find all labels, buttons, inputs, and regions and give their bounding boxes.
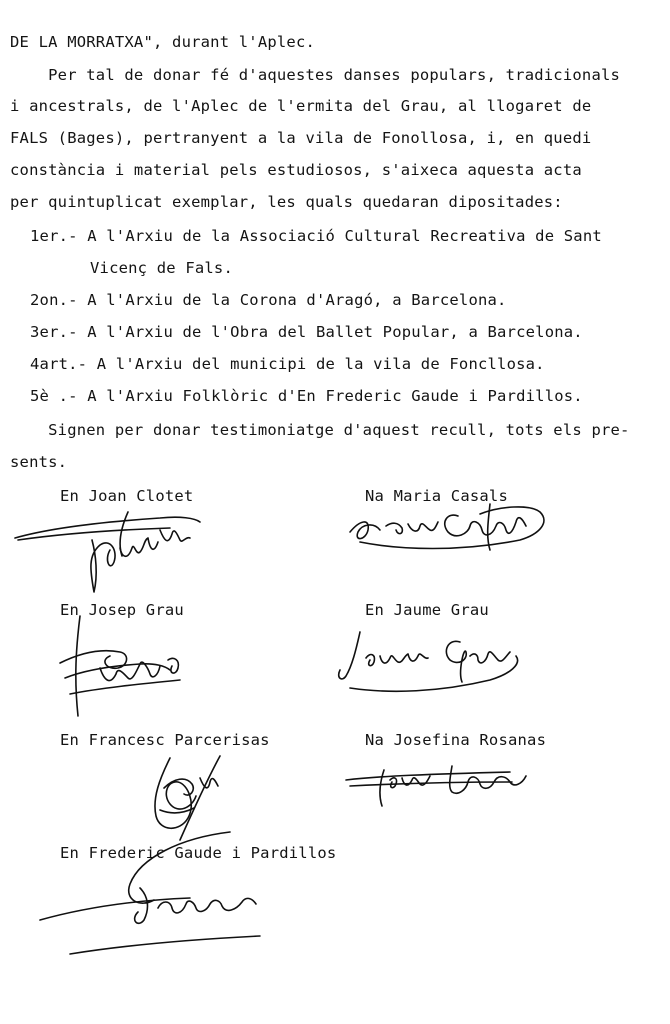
signatory-name: En Frederic Gaude i Pardillos [60, 844, 337, 862]
text-line: Per tal de donar fé d'aquestes danses populars, tradicionals [10, 66, 621, 84]
closing-line: sents. [10, 453, 68, 471]
signature-jaume-grau [330, 622, 530, 712]
deposit-list-item: 4art.- A l'Arxiu del municipi de la vila de Foncllosa. [30, 355, 545, 373]
signatory-name: En Josep Grau [60, 601, 184, 619]
text-line: DE LA MORRATXA", durant l'Aplec. [10, 33, 316, 51]
signatory-name: En Jaume Grau [365, 601, 489, 619]
closing-line: Signen per donar testimoniatge d'aquest recull, tots els pre- [10, 421, 630, 439]
signature-joan-clotet [10, 500, 220, 595]
signatory-name: En Joan Clotet [60, 487, 194, 505]
deposit-list-item: 5è .- A l'Arxiu Folklòric d'En Frederic Gaude i Pardillos. [30, 387, 583, 405]
signature-josep-grau [40, 608, 210, 723]
text-line: constància i material pels estudiosos, s'aixeca aquesta acta [10, 161, 582, 179]
deposit-list-item: 3er.- A l'Arxiu de l'Obra del Ballet Popular, a Barcelona. [30, 323, 583, 341]
deposit-list-item: 1er.- A l'Arxiu de la Associació Cultural Recreativa de Sant [30, 227, 602, 245]
signature-maria-casals [340, 492, 560, 562]
signatory-name: Na Josefina Rosanas [365, 731, 547, 749]
deposit-list-item: 2on.- A l'Arxiu de la Corona d'Aragó, a Barcelona. [30, 291, 507, 309]
text-line: per quintuplicat exemplar, les quals quedaran dipositades: [10, 193, 563, 211]
signatory-name: Na Maria Casals [365, 487, 508, 505]
signature-josefina-rosanas [340, 752, 530, 812]
deposit-list-item-continuation: Vicenç de Fals. [90, 259, 233, 277]
text-line: FALS (Bages), pertranyent a la vila de Fonollosa, i, en quedi [10, 129, 592, 147]
text-line: i ancestrals, de l'Aplec de l'ermita del Grau, al llogaret de [10, 97, 592, 115]
signatory-name: En Francesc Parcerisas [60, 731, 270, 749]
signature-frederic-gaude [30, 828, 280, 968]
